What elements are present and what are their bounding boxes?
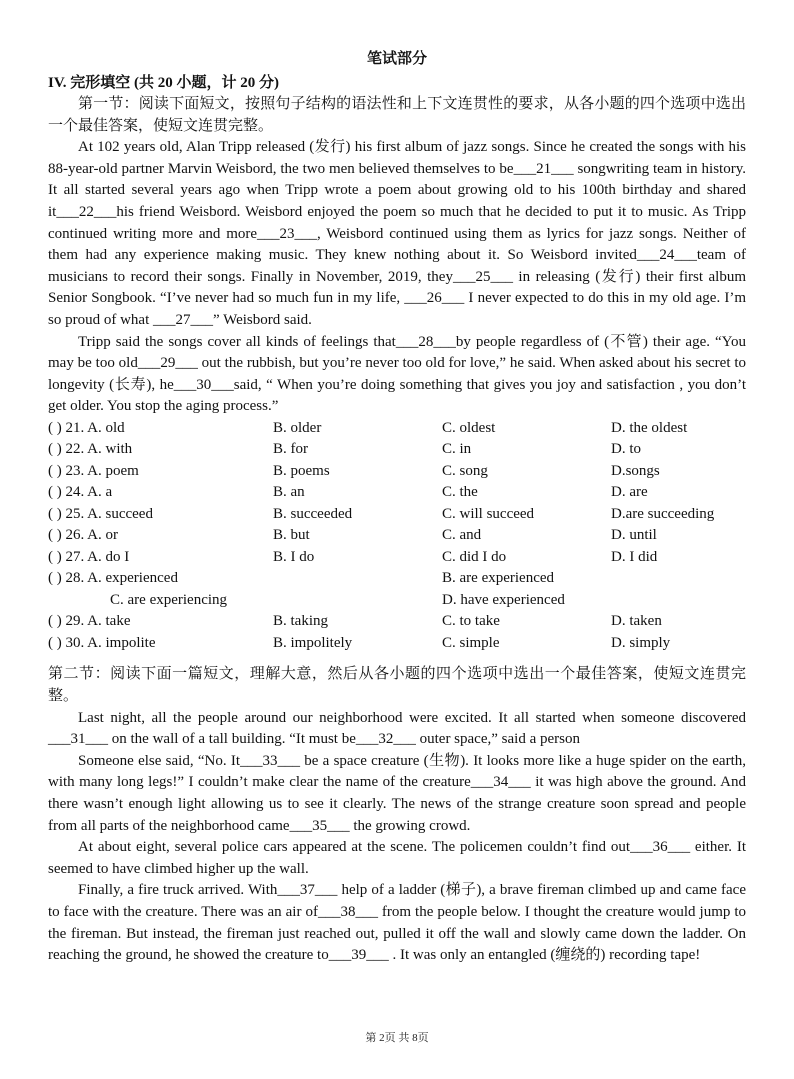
option-b: B. impolitely xyxy=(273,634,353,651)
option-b: B. an xyxy=(273,484,305,501)
option-row xyxy=(48,461,746,483)
option-d: D. simply xyxy=(611,634,671,651)
option-b: B. poems xyxy=(273,462,330,479)
option-b: B. succeeded xyxy=(273,505,353,522)
option-d: D. until xyxy=(611,527,657,544)
section-heading: IV. 完形填空 (共 20 小题，计 20 分) xyxy=(48,75,279,91)
option-c: C. did I do xyxy=(442,548,507,565)
option-d: D. have experienced xyxy=(442,591,565,608)
option-d: D.songs xyxy=(611,462,660,479)
option-row xyxy=(48,590,746,612)
option-d: D.are succeeding xyxy=(611,505,715,522)
option-c: C. and xyxy=(442,527,482,544)
exam-page xyxy=(48,48,746,967)
option-c: C. oldest xyxy=(442,419,496,436)
part2-paragraph-3: At about eight, several police cars appeared at the scene. The policemen couldn’t find out___36___ either. It seemed to have climbed higher up the wall. xyxy=(48,839,746,877)
option-d: D. are xyxy=(611,484,648,501)
option-c: C. song xyxy=(442,462,488,479)
option-a: ( ) 26. A. or xyxy=(48,527,118,544)
option-a: ( ) 23. A. poem xyxy=(48,462,139,479)
option-b: B. but xyxy=(273,527,310,544)
option-row xyxy=(48,568,746,590)
option-a: ( ) 29. A. take xyxy=(48,613,131,630)
option-a: ( ) 21. A. old xyxy=(48,419,125,436)
option-c: C. will succeed xyxy=(442,505,535,522)
part2-paragraph-1: Last night, all the people around our neighborhood were excited. It all started when someone discovered ___31___ on the wall of a tall building. “It must be___32___ outer space,” said a person xyxy=(48,709,746,748)
option-row xyxy=(48,633,746,655)
option-a: ( ) 27. A. do I xyxy=(48,548,130,565)
option-b: B. I do xyxy=(273,548,315,565)
option-a: ( ) 30. A. impolite xyxy=(48,634,156,651)
option-row xyxy=(48,504,746,526)
option-d: D. to xyxy=(611,441,641,458)
option-row xyxy=(48,611,746,633)
option-c: C. simple xyxy=(442,634,500,651)
option-c: C. the xyxy=(442,484,478,501)
part1-instruction: 第一节：阅读下面短文，按照句子结构的语法性和上下文连贯性的要求，从各小题的四个选项中选出一个最佳答案，使短文连贯完整。 xyxy=(48,96,746,134)
option-d: D. taken xyxy=(611,613,662,630)
page-title: 笔试部分 xyxy=(366,51,427,67)
option-a: ( ) 28. A. experienced xyxy=(48,570,178,587)
page-footer: 第 2页 共 8页 xyxy=(365,1032,429,1044)
option-b: B. older xyxy=(273,419,322,436)
option-row xyxy=(48,525,746,547)
part1-options xyxy=(48,418,746,655)
option-b: B. for xyxy=(273,441,308,458)
option-b: B. are experienced xyxy=(442,570,555,587)
option-c: C. to take xyxy=(442,613,500,630)
option-d: D. the oldest xyxy=(611,419,688,436)
option-row xyxy=(48,547,746,569)
option-a: ( ) 24. A. a xyxy=(48,484,113,501)
option-c: C. are experiencing xyxy=(110,591,228,608)
option-b: B. taking xyxy=(273,613,328,630)
option-d: D. I did xyxy=(611,548,658,565)
part2-instruction: 第二节：阅读下面一篇短文，理解大意，然后从各小题的四个选项中选出一个最佳答案，使短文连贯完整。 xyxy=(48,666,746,704)
option-row xyxy=(48,439,746,461)
part2-paragraph-2: Someone else said, “No. It___33___ be a space creature (生物). It looks more like a huge spider on the earth, with many long legs!” I couldn’t make clear the name of the creature___34___ it was high above the ground. And there wasn’t enough light allowing us to see it clearly. The news of the strange creature soon spread and people from all parts of the neighborhood came___35___ the growing crowd. xyxy=(48,752,746,834)
option-row xyxy=(48,418,746,440)
option-a: ( ) 22. A. with xyxy=(48,441,133,458)
part1-paragraph-1: At 102 years old, Alan Tripp released (发行) his first album of jazz songs. Since he created the songs with his 88-year-old partner Marvin Weisbord, the two men believed themselves to be___21___ songwriting team in history. It all started several years ago when Tripp wrote a poem about growing old to his 100th birthday and shared it___22___his friend Weisbord. Weisbord enjoyed the poem so much that he decided to put it to music. As Tripp continued writing more and more___23___, Weisbord continued using them as lyrics for jazz songs. Neither of them had any experience making music. They knew nothing about it. So Weisbord invited___24___team of musicians to record their songs. Finally in November, 2019, they___25___ in releasing (发行) their first album Senior Songbook. “I’ve never had so much fun in my life, ___26___ I never expected to do this in my old age. I’m so proud of what ___27___” Weisbord said. xyxy=(48,139,746,328)
part2-paragraph-4: Finally, a fire truck arrived. With___37___ help of a ladder (梯子), a brave fireman climbed up and came face to face with the creature. There was an air of___38___ from the people below. I thought the creature would jump to the fireman. But instead, the fireman just reached out, pulled it off the wall and slowly came down the ladder. On reaching the ground, he showed the creature to___39___ . It was only an entangled (缠绕的) recording tape! xyxy=(48,882,746,964)
option-a: ( ) 25. A. succeed xyxy=(48,505,153,522)
option-row xyxy=(48,482,746,504)
option-c: C. in xyxy=(442,441,472,458)
part1-paragraph-2: Tripp said the songs cover all kinds of feelings that___28___by people regardless of (不管) their age. “You may be too old___29___ out the rubbish, but you’re never too old for love,” he said. When asked about his secret to longevity (长寿), he___30___said, “ When you’re doing something that gives you joy and satisfaction , you don’t get older. You stop the aging process.” xyxy=(48,333,746,415)
